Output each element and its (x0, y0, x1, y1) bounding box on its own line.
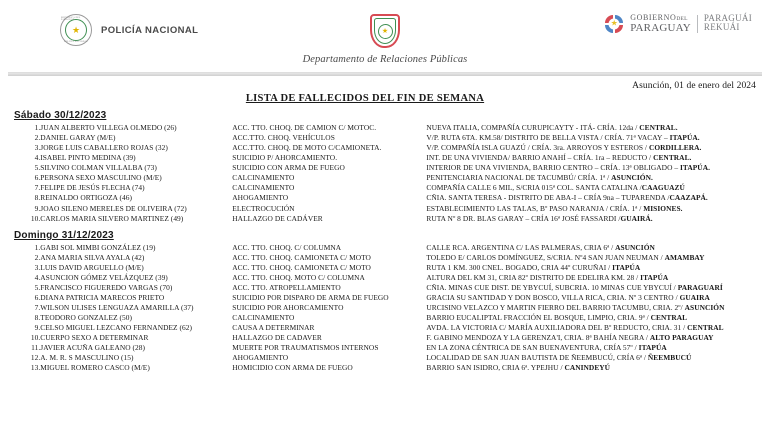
row-index: 3. (34, 262, 41, 272)
victim-name: DIANA PATRICIA MARECOS PRIETO (40, 292, 165, 302)
location-department: ITAPÚA (640, 272, 669, 282)
row-index: 9. (34, 203, 41, 213)
location-department: ÑEEMBUCÚ (647, 353, 692, 363)
location-department: ASUNCIÓN. (611, 173, 653, 183)
victim-name: GABI SOL MIMBI GONZÁLEZ (19) (40, 242, 156, 252)
location (426, 333, 770, 343)
victim-name: CELSO MIGUEL LEZCANO FERNANDEZ (62) (40, 323, 193, 333)
header-divider (8, 72, 762, 76)
row-index: 4. (34, 272, 41, 282)
table-row (14, 163, 770, 173)
location-department: ALTO PARAGUAY (649, 333, 714, 343)
location (426, 253, 770, 263)
table-row (14, 183, 770, 193)
victim-name: PERSONA SEXO MASCULINO (M/E) (40, 173, 162, 183)
cause-of-death: HALLAZGO DE CADAVER (232, 333, 322, 343)
location-department: GUAIRÁ. (620, 213, 653, 223)
table-row (14, 173, 770, 183)
location-department: CAAGUAZÚ (641, 183, 685, 193)
location-address: AVDA. LA VICTORIA C/ MARÍA AUXILIADORA DEL Bº REDUCTO, CRIA. 31 / (426, 323, 688, 333)
row-index: 1. (34, 123, 41, 132)
location-department: ITAPÚA. (669, 133, 700, 143)
location (426, 283, 770, 293)
location-address: V/P. COMPAÑÍA ISLA GUAZÚ / CRÍA. 3ra. ARROYOS Y ESTEROS / (426, 143, 649, 153)
victim-name: A. M. R. S MASCULINO (15) (40, 353, 134, 363)
location-address: CÑIA. SANTA TERESA - DISTRITO DE ABA-I – CRÍA 9na – TUPARENDA / (426, 193, 670, 203)
location-department: MISIONES. (643, 203, 683, 213)
row-index: 7. (34, 303, 41, 312)
location (426, 143, 770, 153)
gobierno-paraguay-pinwheel-icon: ★ (605, 15, 623, 33)
cause-of-death: SUICIDIO CON ARMA DE FUEGO (232, 163, 345, 173)
government-wordmark-guarani (704, 14, 752, 34)
location-address: LOCALIDAD DE SAN JUAN BAUTISTA DE ÑEEMBUCÚ, CRÍA 6ª / (426, 353, 648, 363)
victim-name: CARLOS MARIA SILVERO MARTINEZ (49) (40, 213, 184, 223)
location (426, 163, 770, 173)
cause-of-death: HOMICIDIO CON ARMA DE FUEGO (232, 363, 353, 373)
location (426, 123, 770, 133)
police-brand-lockup (60, 14, 198, 46)
cause-of-death: CALCINAMIENTO (232, 313, 295, 323)
row-index: 5. (34, 282, 41, 292)
location (426, 214, 770, 224)
row-index: 3. (34, 143, 41, 153)
table-row (14, 133, 770, 143)
victim-name: WILSON ULISES LENGUAZA AMARILLA (37) (40, 303, 194, 312)
table-row (14, 153, 770, 163)
table-row (14, 123, 770, 133)
wordmark-divider (697, 15, 698, 33)
location-address: CÑIA. MINAS CUE DIST. DE YBYCUÍ, SUBCRIA. 10 MINAS CUE YBYCUÍ / (426, 282, 678, 292)
gov-gn-line2: REKUÁI (703, 22, 740, 33)
cause-of-death: SUICIDIO POR AHORCAMIENTO (232, 303, 344, 312)
victim-name: DANIEL GARAY (M/E) (40, 133, 116, 143)
victim-name: MIGUEL ROMERO CASCO (M/E) (40, 363, 150, 373)
location-department: CANINDEYÚ (564, 363, 611, 373)
cause-of-death: ACC.TTO. CHOQ. DE MOTO C/CAMIONETA. (232, 143, 382, 153)
location-department: ITAPÚA. (680, 163, 710, 173)
cause-of-death: AHOGAMIENTO (232, 353, 289, 363)
table-row (14, 204, 770, 214)
table-row (14, 273, 770, 283)
cause-of-death: ACC. TTO. CHOQ. CAMIONETA C/ MOTO (232, 252, 371, 262)
department-subtitle: Departamento de Relaciones Públicas (302, 54, 468, 65)
row-index: 13. (30, 363, 41, 373)
location-address: GRACIA SU SANTIDAD Y DON BOSCO, VILLA RICA, CRIA. Nº 3 CENTRO / (426, 292, 680, 302)
location-address: F. GABINO MENDOZA Y LA GERENZA'I, CRIA. 8ª BAHÍA NEGRA / (426, 333, 650, 343)
location (426, 193, 770, 203)
table-row (14, 293, 770, 303)
victim-name: LUIS DAVID ARGUELLO (M/E) (40, 262, 144, 272)
gov-es-del: DEL (676, 16, 688, 22)
victim-name: JOAO SILENO MERELES DE OLIVEIRA (72) (40, 203, 187, 213)
place-and-date: Asunción, 01 de enero del 2024 (632, 81, 756, 91)
cause-of-death: ACC. TTO. CHOQ. CAMIONETA C/ MOTO (232, 262, 371, 272)
cause-of-death: SUICIDIO POR DISPARO DE ARMA DE FUEGO (232, 292, 389, 302)
paraguay-police-shield-emblem-icon: ★ (368, 14, 402, 50)
gov-es-line2: PARAGUAY (630, 21, 691, 34)
cause-of-death: HALLAZGO DE CADÁVER (232, 213, 323, 223)
day-sections-container (0, 110, 770, 373)
location-department: CENTRAL (650, 313, 688, 323)
row-index: 6. (34, 292, 41, 302)
cause-of-death: CALCINAMIENTO (232, 173, 295, 183)
government-wordmark-spanish (630, 14, 691, 34)
victim-name: JORGE LUIS CABALLERO ROJAS (32) (40, 143, 168, 153)
location (426, 183, 770, 193)
row-index: 7. (34, 183, 41, 193)
cause-of-death: ACC. TTO. CHOQ. DE CAMION C/ MOTOC. (232, 123, 377, 132)
row-index: 1. (34, 242, 41, 252)
fatalities-table (14, 123, 770, 224)
location-department: CENTRAL. (639, 123, 678, 132)
row-index: 8. (34, 313, 41, 323)
paraguay-national-police-seal-icon: REPUBLICA DEL PARAGUAY ★ POLICIA NACIONAL (60, 14, 92, 46)
location (426, 173, 770, 183)
victim-name: CUERPO SEXO A DETERMINAR (40, 333, 149, 343)
location (426, 323, 770, 333)
table-row (14, 143, 770, 153)
location-address: TOLEDO E/ CARLOS DOMÍNGUEZ, S/CRIA. Nº4 SAN JUAN NEUMAN / (426, 252, 665, 262)
victim-name: FRANCISCO FIGUEREDO VARGAS (70) (40, 282, 173, 292)
row-index: 11. (31, 343, 41, 353)
location (426, 133, 770, 143)
location-address: RUTA 1 KM. 300 CNEL. BOGADO, CRIA 44º CURUÑAI / (426, 262, 613, 272)
row-index: 12. (30, 353, 41, 363)
cause-of-death: SUICIDIO P/ AHORCAMIENTO. (232, 153, 338, 163)
table-row (14, 313, 770, 323)
row-index: 10. (30, 333, 41, 343)
title-zone (0, 78, 770, 104)
location-address: COMPAÑÍA CALLE 6 MIL, S/CRIA 015ª COL. SANTA CATALINA / (426, 183, 642, 193)
document-header (0, 0, 770, 78)
table-row (14, 343, 770, 353)
table-row (14, 193, 770, 203)
table-row (14, 363, 770, 373)
victim-name: SILVINO COLMAN VILLALBA (73) (40, 163, 157, 173)
table-row (14, 214, 770, 224)
location-department: CAAZAPÁ. (669, 193, 708, 203)
gov-es-line1: GOBIERNO (630, 13, 677, 22)
day-heading: Domingo 31/12/2023 (14, 229, 114, 241)
location (426, 204, 770, 214)
cause-of-death: ACC.TTO. CHOQ. VEHÍCULOS (232, 133, 335, 143)
location-department: ITAPÚA (638, 343, 667, 353)
government-wordmark (630, 14, 752, 34)
cause-of-death: ACC. TTO. CHOQ. MOTO C/ COLUMNA (232, 272, 365, 282)
victim-name: JUAN ALBERTO VILLEGA OLMEDO (26) (40, 123, 177, 132)
location-department: ITAPÚA (612, 262, 641, 272)
table-row (14, 303, 770, 313)
victim-name: JAVIER ACUÑA GALEANO (28) (40, 343, 146, 353)
fatalities-table (14, 243, 770, 374)
location-address: ESTABLECIMIENTO LAS TALAS, Bº PASO NARANJA / CRÍA. 1ª / (426, 203, 644, 213)
table-row (14, 333, 770, 343)
location (426, 363, 770, 373)
location-department: AMAMBAY (664, 252, 705, 262)
location-address: INT. DE UNA VIVIENDA/ BARRIO ANAHÍ – CRÍA. 1ra – REDUCTO / (426, 153, 654, 163)
victim-name: REINALDO ORTIGOZA (46) (40, 193, 133, 203)
cause-of-death: ACC. TTO. CHOQ. C/ COLUMNA (232, 242, 342, 252)
row-index: 2. (34, 252, 41, 262)
location-address: RUTA Nº 8 DR. BLAS GARAY – CRÍA 16ª JOSÉ FASSARDI / (426, 213, 621, 223)
row-index: 4. (34, 153, 41, 163)
location (426, 353, 770, 363)
page-title: LISTA DE FALLECIDOS DEL FIN DE SEMANA (245, 93, 485, 104)
victim-name: ISABEL PINTO MEDINA (39) (40, 153, 136, 163)
location (426, 243, 770, 253)
victim-name: FELIPE DE JESÚS FLECHA (74) (40, 183, 145, 193)
row-index: 9. (34, 323, 41, 333)
location-address: BARRIO EUCALIPTAL FRACCIÓN EL BOSQUE, LIMPIO, CRIA. 9ª / (426, 313, 651, 323)
table-row (14, 253, 770, 263)
cause-of-death: AHOGAMIENTO (232, 193, 289, 203)
table-row (14, 283, 770, 293)
location-department: CORDILLERA. (648, 143, 702, 153)
day-heading: Sábado 30/12/2023 (14, 110, 107, 121)
row-index: 8. (34, 193, 41, 203)
row-index: 6. (34, 173, 41, 183)
location (426, 303, 770, 313)
location (426, 313, 770, 323)
government-brand-lockup (605, 14, 752, 34)
location-department: CENTRAL (687, 323, 724, 333)
gov-gn-line1: PARAGUÁI (703, 13, 752, 23)
row-index: 10. (30, 213, 41, 223)
location (426, 273, 770, 283)
location-department: ASUNCIÓN (615, 242, 655, 252)
row-index: 2. (34, 133, 41, 143)
location-department: GUAIRA (679, 292, 710, 302)
location-department: CENTRAL. (653, 153, 692, 163)
location-address: BARRIO SAN ISIDRO, CRIA 6ª. YPEJHU / (426, 363, 565, 373)
cause-of-death: MUERTE POR TRAUMATISMOS INTERNOS (232, 343, 379, 353)
location-address: URCISINO VELAZCO Y MARTIN FIERRO DEL BARRIO TACUMBU, CRIA. 2º/ (426, 303, 685, 312)
cause-of-death: ACC. TTO. ATROPELLAMIENTO (232, 282, 341, 292)
location-address: CALLE RCA. ARGENTINA C/ LAS PALMERAS, CRIA 6ª / (426, 242, 616, 252)
cause-of-death: CALCINAMIENTO (232, 183, 295, 193)
location (426, 153, 770, 163)
victim-name: ASUNCION GÓMEZ VELÁZQUEZ (39) (40, 272, 168, 282)
day-section (0, 230, 770, 374)
location (426, 263, 770, 273)
location-address: NUEVA ITALIA, COMPAÑÍA CURUPICAYTY - ITÁ- CRÍA. 12da / (426, 123, 640, 132)
row-index: 5. (34, 163, 41, 173)
table-row (14, 323, 770, 333)
table-row (14, 263, 770, 273)
day-section (0, 110, 770, 224)
location-address: ALTURA DEL KM 31, CRIA 82º DISTRITO DE EDELIRA KM. 28 / (426, 272, 641, 282)
location-department: PARAGUARÍ (677, 282, 723, 292)
location-address: INTERIOR DE UNA VIVIENDA, BARRIO CENTRO – CRÍA. 13ª OBLIGADO – (426, 163, 680, 173)
location-address: PENITENCIARIA NACIONAL DE TACUMBÚ/ CRÍA. 1ª / (426, 173, 612, 183)
location-address: V/P. RUTA 6TA. KM.58/ DISTRITO DE BELLA VISTA / CRÍA. 71ª VACAY – (426, 133, 670, 143)
cause-of-death: CAUSA A DETERMINAR (232, 323, 315, 333)
location (426, 343, 770, 353)
location-address: EN LA ZONA CÉNTRICA DE SAN BUENAVENTURA, CRÍA 57º / (426, 343, 639, 353)
victim-name: ANA MARIA SILVA AYALA (42) (40, 252, 145, 262)
victim-name: TEODORO GONZALEZ (50) (40, 313, 133, 323)
table-row (14, 353, 770, 363)
location-department: ASUNCIÓN (684, 303, 725, 312)
police-brand-label: POLICÍA NACIONAL (101, 24, 199, 36)
location (426, 293, 770, 303)
table-row (14, 243, 770, 253)
cause-of-death: ELECTROCUCIÓN (232, 203, 295, 213)
